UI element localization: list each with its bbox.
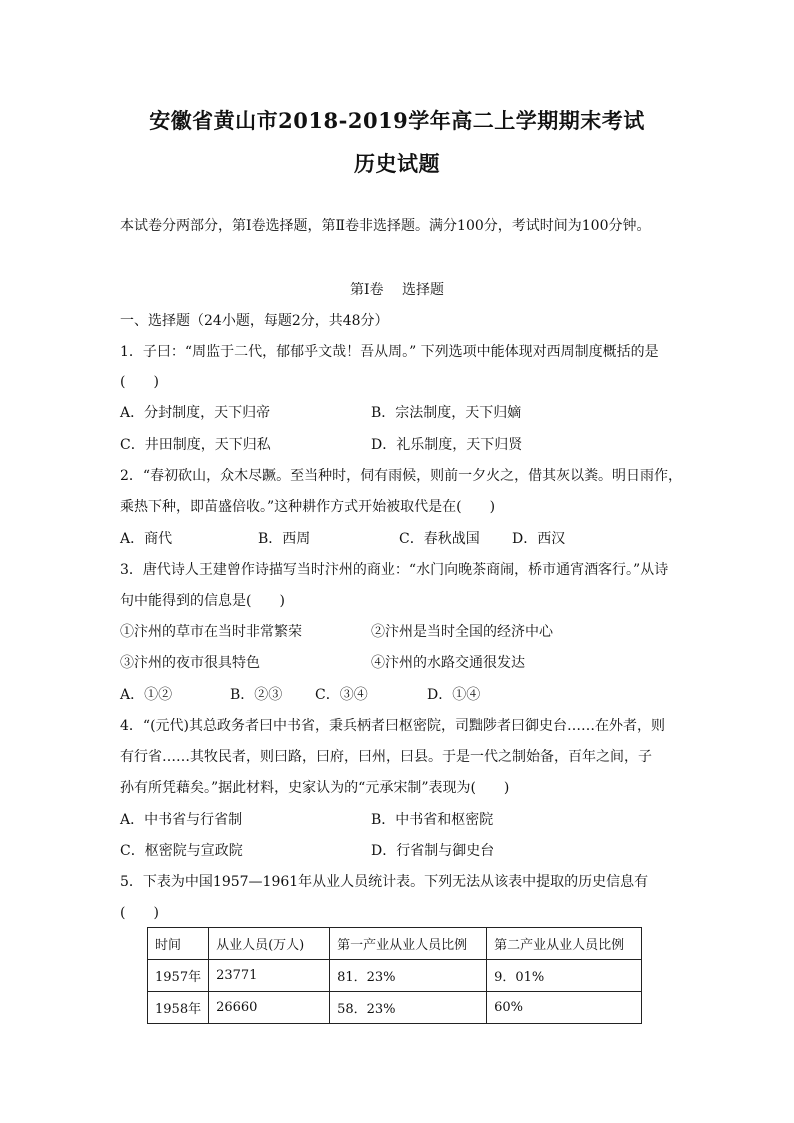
table-header-row xyxy=(148,928,642,960)
question-text-line: 句中能得到的信息是( ) xyxy=(120,593,285,609)
option-b: B．中书省和枢密院 xyxy=(371,812,494,828)
table-header-cell: 第一产业从业人员比例 xyxy=(330,928,487,960)
part-heading: 第Ⅰ卷 选择题 xyxy=(350,282,444,298)
section-heading: 一、选择题（24小题，每题2分，共48分） xyxy=(120,313,389,329)
option-d: D．行省制与御史台 xyxy=(371,843,495,859)
question-text-line: 有行省……其牧民者，则曰路，曰府，曰州，曰县。于是一代之制始备，百年之间，子 xyxy=(120,749,652,765)
exam-title: 安徽省黄山市2018-2019学年高二上学期期末考试 xyxy=(149,108,645,133)
question-text-line: 4．“(元代)其总政务者曰中书省，秉兵柄者曰枢密院，司黜陟者曰御史台……在外者，则 xyxy=(120,718,665,734)
question-text-line: ( ) xyxy=(120,905,159,921)
question-text-line: 乘热下种，即苗盛倍收。”这种耕作方式开始被取代是在( ) xyxy=(120,499,496,515)
option-c: C．井田制度，天下归私 xyxy=(120,437,271,453)
statement-2: ②汴州是当时全国的经济中心 xyxy=(371,624,553,640)
option-b: B．宗法制度，天下归嫡 xyxy=(371,405,522,421)
table-cell: 1957年 xyxy=(148,960,209,992)
option-c: C．枢密院与宣政院 xyxy=(120,843,243,859)
table-cell: 9．01% xyxy=(487,960,642,992)
table-cell: 58．23% xyxy=(330,992,487,1024)
option-a: A．分封制度，天下归帝 xyxy=(120,405,271,421)
question-text-line: 孙有所凭藉矣。”据此材料，史家认为的“元承宋制”表现为( ) xyxy=(120,780,510,796)
option-b: B．西周 xyxy=(258,531,311,547)
table-header-cell: 时间 xyxy=(148,928,209,960)
option-a: A．中书省与行省制 xyxy=(120,812,243,828)
table-cell: 60% xyxy=(487,992,642,1024)
question-text-line: 1．子曰：“周监于二代，郁郁乎文哉！吾从周。” 下列选项中能体现对西周制度概括的是 xyxy=(120,344,659,360)
employment-table xyxy=(147,927,642,1024)
table-row xyxy=(148,960,642,992)
option-d: D．①④ xyxy=(427,687,481,703)
question-text-line: 3．唐代诗人王建曾作诗描写当时汴州的商业：“水门向晚茶商闹，桥市通宵酒客行。”从诗 xyxy=(120,562,669,578)
option-c: C．春秋战国 xyxy=(399,531,480,547)
question-text-line: ( ) xyxy=(120,374,159,390)
exam-subtitle: 历史试题 xyxy=(354,151,440,176)
exam-intro: 本试卷分两部分，第Ⅰ卷选择题，第Ⅱ卷非选择题。满分100分，考试时间为100分钟。 xyxy=(120,218,651,234)
table-cell: 1958年 xyxy=(148,992,209,1024)
table-header-cell: 第二产业从业人员比例 xyxy=(487,928,642,960)
statement-1: ①汴州的草市在当时非常繁荣 xyxy=(120,624,302,640)
option-a: A．①② xyxy=(120,687,173,703)
question-text-line: 5．下表为中国1957—1961年从业人员统计表。下列无法从该表中提取的历史信息有 xyxy=(120,874,649,890)
option-b: B．②③ xyxy=(230,687,283,703)
table-cell: 81．23% xyxy=(330,960,487,992)
table-cell: 23771 xyxy=(209,960,330,992)
table-header-cell: 从业人员(万人) xyxy=(209,928,330,960)
table-cell: 26660 xyxy=(209,992,330,1024)
question-text-line: 2．“春初砍山，众木尽蹶。至当种时，伺有雨候，则前一夕火之，借其灰以粪。明日雨作， xyxy=(120,468,683,484)
statement-4: ④汴州的水路交通很发达 xyxy=(371,655,525,671)
option-d: D．西汉 xyxy=(512,531,566,547)
table-row xyxy=(148,992,642,1024)
option-c: C．③④ xyxy=(315,687,368,703)
statement-3: ③汴州的夜市很具特色 xyxy=(120,655,260,671)
option-d: D．礼乐制度，天下归贤 xyxy=(371,437,523,453)
option-a: A．商代 xyxy=(120,531,173,547)
